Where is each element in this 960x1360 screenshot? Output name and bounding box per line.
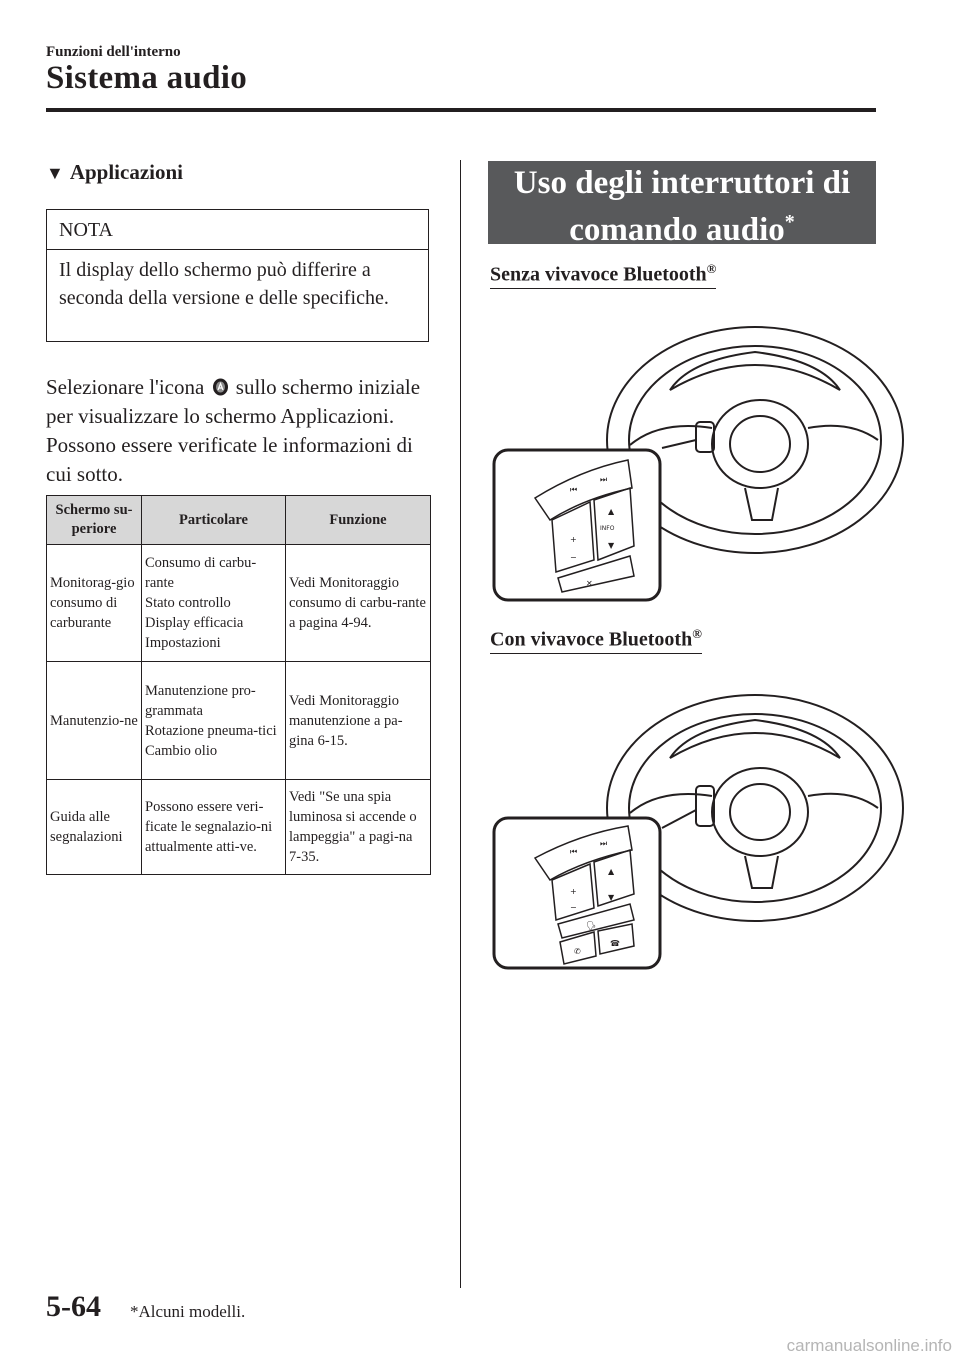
callout-line <box>662 810 696 828</box>
table-cell-items <box>142 780 286 875</box>
up-arrow-icon: ▲ <box>608 507 615 516</box>
table-item: Rotazione pneuma-tici <box>145 722 277 739</box>
sub-heading <box>46 160 183 185</box>
wheel-spoke-left <box>630 426 712 445</box>
table-row <box>47 662 431 780</box>
caption-without-text: Senza vivavoce Bluetooth <box>490 263 707 286</box>
minus-icon: − <box>570 553 577 562</box>
table-row <box>47 545 431 662</box>
table-item: Display efficacia <box>145 615 244 631</box>
table-item: Impostazioni <box>145 635 221 651</box>
steering-wheel-bluetooth-figure <box>490 688 910 973</box>
note-text: Il display dello schermo può differire a seconda della versione e delle specifiche. <box>59 259 389 309</box>
phone-hangup-icon: ☎ <box>610 939 620 948</box>
body-text-before-icon: Selezionare l'icona <box>46 375 205 399</box>
wheel-spoke-bottom <box>745 856 778 888</box>
table-item: Possono essere veri-ficate le segnalazio-ni attualmente atti-ve. <box>145 799 273 855</box>
wheel-spoke-bottom <box>745 488 778 520</box>
note-box <box>46 209 429 342</box>
caption-without-bluetooth <box>490 261 716 289</box>
table-cell-items <box>142 545 286 662</box>
column-divider <box>460 160 461 1288</box>
wheel-emblem <box>730 784 790 840</box>
wheel-spoke-right <box>808 426 878 440</box>
table-item: Manutenzione pro-grammata <box>145 682 256 719</box>
body-paragraph <box>46 373 431 489</box>
table-cell-screen: Guida alle segnalazioni <box>47 780 142 875</box>
section-label: Funzioni dell'interno <box>46 44 181 60</box>
wheel-spoke-left <box>630 794 712 813</box>
table-header-screen: Schermo su-periore <box>47 496 142 545</box>
note-title: NOTA <box>47 210 428 250</box>
watermark: carmanualsonline.info <box>786 1336 952 1355</box>
caption-with-bluetooth <box>490 626 702 654</box>
wheel-hub <box>712 768 808 856</box>
table-item: Stato controllo <box>145 595 231 611</box>
table-header-item: Particolare <box>142 496 286 545</box>
table-cell-function: Vedi Monitoraggio manutenzione a pa-gina 6-15. <box>286 662 431 780</box>
phone-pickup-icon: ✆ <box>574 947 581 956</box>
sub-heading-text: Applicazioni <box>69 160 184 184</box>
page-number: 5-64 <box>46 1290 101 1323</box>
prev-track-icon: ⏮ <box>570 847 578 856</box>
table-cell-screen: Monitorag-gio consumo di carburante <box>47 545 142 662</box>
next-track-icon: ⏭ <box>600 839 608 848</box>
page-title: Sistema audio <box>46 60 248 96</box>
voice-icon: 🗣 <box>586 921 597 930</box>
table-item: Consumo di carbu-rante <box>145 555 257 591</box>
up-arrow-icon: ▲ <box>608 867 615 876</box>
table-cell-function: Vedi Monitoraggio consumo di carbu-rante a pagina 4-94. <box>286 545 431 662</box>
wheel-rim-inner <box>629 346 881 534</box>
next-track-icon: ⏭ <box>600 475 608 484</box>
steering-wheel-figure <box>490 320 910 605</box>
callout-line <box>662 440 696 448</box>
mute-icon: ✕ <box>586 579 593 588</box>
minus-icon: − <box>570 903 577 912</box>
table-header-function: Funzione <box>286 496 431 545</box>
banner-footnote-mark: * <box>784 211 795 233</box>
plus-icon: + <box>570 535 577 544</box>
registered-mark: ® <box>692 626 702 641</box>
table-header-row <box>47 496 431 545</box>
applications-table <box>46 495 431 875</box>
plus-icon: + <box>570 887 577 896</box>
table-cell-items <box>142 662 286 780</box>
registered-mark: ® <box>706 261 717 276</box>
down-arrow-icon: ▼ <box>608 893 615 902</box>
banner-title: Uso degli interruttori di comando audio <box>513 165 851 248</box>
zoom-frame <box>494 450 660 600</box>
zoom-frame <box>494 818 660 968</box>
switch-small <box>696 786 714 826</box>
table-cell-screen: Manutenzio-ne <box>47 662 142 780</box>
wheel-hub <box>712 400 808 488</box>
table-row <box>47 780 431 875</box>
body-text-after-icon: sullo schermo iniziale per visualizzare lo schermo Applicazioni. Possono essere verificate le informazioni di cui sotto. <box>46 375 421 486</box>
info-label: INFO <box>600 525 615 532</box>
table-item: Cambio olio <box>145 742 218 759</box>
down-arrow-icon: ▼ <box>608 541 615 550</box>
table-cell-function: Vedi "Se una spia luminosa si accende o lampeggia" a pagi-na 7-35. <box>286 780 431 875</box>
header-rule <box>46 108 876 112</box>
caption-with-text: Con vivavoce Bluetooth <box>490 628 693 651</box>
wheel-rim-inner <box>629 714 881 902</box>
triangle-bullet-icon: ▼ <box>46 163 64 183</box>
wheel-emblem <box>730 416 790 472</box>
wheel-spoke-right <box>808 794 878 808</box>
prev-track-icon: ⏮ <box>570 485 578 494</box>
applications-icon <box>212 377 229 396</box>
section-banner <box>488 161 876 248</box>
footnote: *Alcuni modelli. <box>130 1302 246 1321</box>
